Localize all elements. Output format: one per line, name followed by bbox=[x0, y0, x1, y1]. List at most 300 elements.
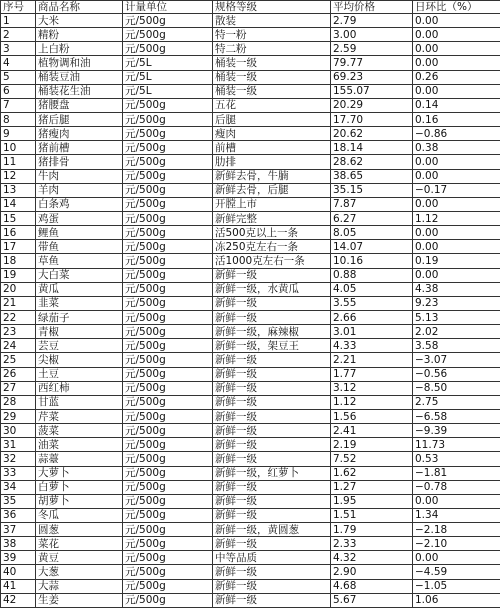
change-cell: 0.00 bbox=[413, 494, 500, 508]
price-cell: 17.70 bbox=[331, 112, 413, 126]
change-cell: −0.78 bbox=[413, 480, 500, 494]
price-cell: 0.88 bbox=[331, 268, 413, 282]
table-row bbox=[1, 56, 500, 70]
change-cell: 0.00 bbox=[413, 56, 500, 70]
price-cell: 8.05 bbox=[331, 226, 413, 240]
table-row bbox=[1, 211, 500, 225]
unit-cell: 元/500g bbox=[123, 537, 213, 551]
grade-cell: 前槽 bbox=[213, 141, 331, 155]
product-cell: 冬瓜 bbox=[36, 508, 123, 522]
price-cell: 1.51 bbox=[331, 508, 413, 522]
unit-cell: 元/500g bbox=[123, 211, 213, 225]
table-row bbox=[1, 310, 500, 324]
grade-cell: 新鲜一级 bbox=[213, 565, 331, 579]
index-cell: 31 bbox=[1, 438, 36, 452]
index-cell: 27 bbox=[1, 381, 36, 395]
index-cell: 34 bbox=[1, 480, 36, 494]
price-cell: 2.19 bbox=[331, 438, 413, 452]
index-cell: 38 bbox=[1, 537, 36, 551]
price-cell: 7.52 bbox=[331, 452, 413, 466]
grade-cell: 后腿 bbox=[213, 112, 331, 126]
unit-cell: 元/500g bbox=[123, 42, 213, 56]
table-row bbox=[1, 409, 500, 423]
table-row bbox=[1, 452, 500, 466]
table-row bbox=[1, 226, 500, 240]
price-cell: 1.62 bbox=[331, 466, 413, 480]
unit-cell: 元/500g bbox=[123, 579, 213, 593]
index-cell: 33 bbox=[1, 466, 36, 480]
price-cell: 1.77 bbox=[331, 367, 413, 381]
product-cell: 上白粉 bbox=[36, 42, 123, 56]
change-cell: 0.19 bbox=[413, 254, 500, 268]
grade-cell: 特二粉 bbox=[213, 42, 331, 56]
product-cell: 胡萝卜 bbox=[36, 494, 123, 508]
index-cell: 24 bbox=[1, 339, 36, 353]
index-cell: 25 bbox=[1, 353, 36, 367]
header-cell-grade: 规格等级 bbox=[213, 1, 331, 14]
grade-cell: 肋排 bbox=[213, 155, 331, 169]
unit-cell: 元/500g bbox=[123, 565, 213, 579]
table-row bbox=[1, 367, 500, 381]
index-cell: 12 bbox=[1, 169, 36, 183]
price-cell: 4.05 bbox=[331, 282, 413, 296]
price-cell: 10.16 bbox=[331, 254, 413, 268]
index-cell: 8 bbox=[1, 112, 36, 126]
table-row bbox=[1, 523, 500, 537]
change-cell: −1.81 bbox=[413, 466, 500, 480]
change-cell: 0.26 bbox=[413, 70, 500, 84]
grade-cell: 新鲜一级 bbox=[213, 268, 331, 282]
change-cell: 3.58 bbox=[413, 339, 500, 353]
index-cell: 11 bbox=[1, 155, 36, 169]
price-cell: 4.32 bbox=[331, 551, 413, 565]
grade-cell: 桶装一级 bbox=[213, 70, 331, 84]
price-cell: 79.77 bbox=[331, 56, 413, 70]
product-cell: 猪排骨 bbox=[36, 155, 123, 169]
index-cell: 30 bbox=[1, 424, 36, 438]
table-row bbox=[1, 353, 500, 367]
unit-cell: 元/500g bbox=[123, 339, 213, 353]
change-cell: 1.06 bbox=[413, 593, 500, 607]
price-cell: 14.07 bbox=[331, 240, 413, 254]
index-cell: 41 bbox=[1, 579, 36, 593]
grade-cell: 新鲜一级 bbox=[213, 537, 331, 551]
table-row bbox=[1, 240, 500, 254]
unit-cell: 元/500g bbox=[123, 127, 213, 141]
table-row bbox=[1, 141, 500, 155]
grade-cell: 新鲜完整 bbox=[213, 211, 331, 225]
index-cell: 5 bbox=[1, 70, 36, 84]
product-cell: 牛肉 bbox=[36, 169, 123, 183]
change-cell: 0.00 bbox=[413, 84, 500, 98]
grade-cell: 散装 bbox=[213, 14, 331, 28]
change-cell: −4.59 bbox=[413, 565, 500, 579]
index-cell: 1 bbox=[1, 14, 36, 28]
header-cell-price: 平均价格 bbox=[331, 1, 413, 14]
grade-cell: 新鲜一级 bbox=[213, 367, 331, 381]
change-cell: 0.00 bbox=[413, 197, 500, 211]
index-cell: 18 bbox=[1, 254, 36, 268]
unit-cell: 元/500g bbox=[123, 112, 213, 126]
unit-cell: 元/500g bbox=[123, 523, 213, 537]
grade-cell: 新鲜一级 bbox=[213, 593, 331, 607]
table-row bbox=[1, 183, 500, 197]
product-cell: 生姜 bbox=[36, 593, 123, 607]
unit-cell: 元/500g bbox=[123, 183, 213, 197]
product-cell: 猪前槽 bbox=[36, 141, 123, 155]
table-row bbox=[1, 28, 500, 42]
unit-cell: 元/500g bbox=[123, 367, 213, 381]
unit-cell: 元/5L bbox=[123, 84, 213, 98]
unit-cell: 元/500g bbox=[123, 395, 213, 409]
table-row bbox=[1, 339, 500, 353]
unit-cell: 元/500g bbox=[123, 310, 213, 324]
price-cell: 155.07 bbox=[331, 84, 413, 98]
index-cell: 29 bbox=[1, 409, 36, 423]
change-cell: 1.12 bbox=[413, 211, 500, 225]
table-row bbox=[1, 70, 500, 84]
price-cell: 2.59 bbox=[331, 42, 413, 56]
price-cell: 2.90 bbox=[331, 565, 413, 579]
grade-cell: 新鲜一级 bbox=[213, 452, 331, 466]
grade-cell: 中等品质 bbox=[213, 551, 331, 565]
index-cell: 26 bbox=[1, 367, 36, 381]
table-row bbox=[1, 268, 500, 282]
table-row bbox=[1, 282, 500, 296]
grade-cell: 新鲜去骨，后腿 bbox=[213, 183, 331, 197]
index-cell: 36 bbox=[1, 508, 36, 522]
grade-cell: 新鲜一级 bbox=[213, 395, 331, 409]
table-row bbox=[1, 155, 500, 169]
product-cell: 大米 bbox=[36, 14, 123, 28]
unit-cell: 元/500g bbox=[123, 296, 213, 310]
unit-cell: 元/500g bbox=[123, 14, 213, 28]
unit-cell: 元/500g bbox=[123, 240, 213, 254]
index-cell: 21 bbox=[1, 296, 36, 310]
unit-cell: 元/500g bbox=[123, 141, 213, 155]
product-cell: 猪腰盘 bbox=[36, 98, 123, 112]
header-cell-unit: 计量单位 bbox=[123, 1, 213, 14]
grade-cell: 新鲜一级，黄圆葱 bbox=[213, 523, 331, 537]
product-cell: 桶装豆油 bbox=[36, 70, 123, 84]
index-cell: 40 bbox=[1, 565, 36, 579]
grade-cell: 新鲜一级 bbox=[213, 424, 331, 438]
price-cell: 6.27 bbox=[331, 211, 413, 225]
change-cell: 0.16 bbox=[413, 112, 500, 126]
unit-cell: 元/500g bbox=[123, 155, 213, 169]
product-cell: 鲤鱼 bbox=[36, 226, 123, 240]
change-cell: −2.10 bbox=[413, 537, 500, 551]
price-cell: 3.01 bbox=[331, 325, 413, 339]
price-cell: 7.87 bbox=[331, 197, 413, 211]
product-cell: 芹菜 bbox=[36, 409, 123, 423]
grade-cell: 新鲜一级 bbox=[213, 480, 331, 494]
price-cell: 4.68 bbox=[331, 579, 413, 593]
table-row bbox=[1, 480, 500, 494]
change-cell: 0.00 bbox=[413, 28, 500, 42]
change-cell: 5.13 bbox=[413, 310, 500, 324]
change-cell: 0.38 bbox=[413, 141, 500, 155]
index-cell: 7 bbox=[1, 98, 36, 112]
table-row bbox=[1, 537, 500, 551]
product-cell: 蒜薹 bbox=[36, 452, 123, 466]
index-cell: 17 bbox=[1, 240, 36, 254]
product-cell: 尖椒 bbox=[36, 353, 123, 367]
change-cell: 0.00 bbox=[413, 14, 500, 28]
change-cell: 0.00 bbox=[413, 551, 500, 565]
product-cell: 植物调和油 bbox=[36, 56, 123, 70]
grade-cell: 活1000克左右一条 bbox=[213, 254, 331, 268]
price-cell: 3.00 bbox=[331, 28, 413, 42]
unit-cell: 元/500g bbox=[123, 226, 213, 240]
unit-cell: 元/500g bbox=[123, 197, 213, 211]
index-cell: 16 bbox=[1, 226, 36, 240]
product-cell: 绿茄子 bbox=[36, 310, 123, 324]
index-cell: 19 bbox=[1, 268, 36, 282]
product-cell: 西红柿 bbox=[36, 381, 123, 395]
table-row bbox=[1, 169, 500, 183]
table-row bbox=[1, 395, 500, 409]
grade-cell: 新鲜一级 bbox=[213, 508, 331, 522]
index-cell: 6 bbox=[1, 84, 36, 98]
product-cell: 大白菜 bbox=[36, 268, 123, 282]
unit-cell: 元/500g bbox=[123, 282, 213, 296]
index-cell: 42 bbox=[1, 593, 36, 607]
grade-cell: 特一粉 bbox=[213, 28, 331, 42]
table-row bbox=[1, 325, 500, 339]
price-cell: 2.41 bbox=[331, 424, 413, 438]
unit-cell: 元/500g bbox=[123, 325, 213, 339]
grade-cell: 新鲜一级 bbox=[213, 494, 331, 508]
table-row bbox=[1, 381, 500, 395]
price-cell: 28.62 bbox=[331, 155, 413, 169]
change-cell: 0.00 bbox=[413, 155, 500, 169]
product-cell: 黄瓜 bbox=[36, 282, 123, 296]
unit-cell: 元/500g bbox=[123, 268, 213, 282]
unit-cell: 元/500g bbox=[123, 452, 213, 466]
product-cell: 桶装花生油 bbox=[36, 84, 123, 98]
change-cell: −1.05 bbox=[413, 579, 500, 593]
grade-cell: 新鲜一级 bbox=[213, 438, 331, 452]
price-cell: 2.66 bbox=[331, 310, 413, 324]
product-cell: 大葱 bbox=[36, 565, 123, 579]
index-cell: 37 bbox=[1, 523, 36, 537]
price-cell: 38.65 bbox=[331, 169, 413, 183]
change-cell: 0.00 bbox=[413, 226, 500, 240]
change-cell: 4.38 bbox=[413, 282, 500, 296]
change-cell: −8.50 bbox=[413, 381, 500, 395]
table-row bbox=[1, 98, 500, 112]
grade-cell: 新鲜一级，架豆王 bbox=[213, 339, 331, 353]
price-cell: 2.33 bbox=[331, 537, 413, 551]
index-cell: 10 bbox=[1, 141, 36, 155]
table-row bbox=[1, 565, 500, 579]
unit-cell: 元/500g bbox=[123, 480, 213, 494]
change-cell: 0.53 bbox=[413, 452, 500, 466]
grade-cell: 新鲜去骨，牛腩 bbox=[213, 169, 331, 183]
unit-cell: 元/500g bbox=[123, 254, 213, 268]
index-cell: 39 bbox=[1, 551, 36, 565]
table-row bbox=[1, 579, 500, 593]
price-cell: 18.14 bbox=[331, 141, 413, 155]
grade-cell: 新鲜一级 bbox=[213, 579, 331, 593]
product-cell: 青椒 bbox=[36, 325, 123, 339]
price-cell: 2.79 bbox=[331, 14, 413, 28]
product-cell: 猪后腿 bbox=[36, 112, 123, 126]
table-body bbox=[1, 14, 500, 608]
table-row bbox=[1, 551, 500, 565]
change-cell: 0.00 bbox=[413, 42, 500, 56]
header-cell-change: 日环比（%） bbox=[413, 1, 500, 14]
price-cell: 1.79 bbox=[331, 523, 413, 537]
table-header bbox=[1, 1, 500, 14]
index-cell: 15 bbox=[1, 211, 36, 225]
change-cell: 0.14 bbox=[413, 98, 500, 112]
header-cell-product: 商品名称 bbox=[36, 1, 123, 14]
change-cell: −3.07 bbox=[413, 353, 500, 367]
grade-cell: 新鲜一级 bbox=[213, 310, 331, 324]
change-cell: 0.00 bbox=[413, 268, 500, 282]
index-cell: 4 bbox=[1, 56, 36, 70]
index-cell: 35 bbox=[1, 494, 36, 508]
change-cell: 1.34 bbox=[413, 508, 500, 522]
grade-cell: 五花 bbox=[213, 98, 331, 112]
change-cell: −6.58 bbox=[413, 409, 500, 423]
product-cell: 菠菜 bbox=[36, 424, 123, 438]
index-cell: 3 bbox=[1, 42, 36, 56]
price-cell: 35.15 bbox=[331, 183, 413, 197]
product-cell: 精粉 bbox=[36, 28, 123, 42]
unit-cell: 元/500g bbox=[123, 551, 213, 565]
unit-cell: 元/500g bbox=[123, 508, 213, 522]
price-cell: 1.27 bbox=[331, 480, 413, 494]
change-cell: 2.75 bbox=[413, 395, 500, 409]
unit-cell: 元/500g bbox=[123, 494, 213, 508]
price-cell: 69.23 bbox=[331, 70, 413, 84]
product-cell: 鸡蛋 bbox=[36, 211, 123, 225]
price-cell: 5.67 bbox=[331, 593, 413, 607]
index-cell: 32 bbox=[1, 452, 36, 466]
product-cell: 羊肉 bbox=[36, 183, 123, 197]
price-cell: 20.29 bbox=[331, 98, 413, 112]
change-cell: −9.39 bbox=[413, 424, 500, 438]
change-cell: −2.18 bbox=[413, 523, 500, 537]
grade-cell: 新鲜一级，水黄瓜 bbox=[213, 282, 331, 296]
change-cell: 2.02 bbox=[413, 325, 500, 339]
table-row bbox=[1, 42, 500, 56]
product-cell: 圆葱 bbox=[36, 523, 123, 537]
grade-cell: 新鲜一级 bbox=[213, 296, 331, 310]
unit-cell: 元/500g bbox=[123, 424, 213, 438]
unit-cell: 元/500g bbox=[123, 28, 213, 42]
index-cell: 2 bbox=[1, 28, 36, 42]
index-cell: 9 bbox=[1, 127, 36, 141]
change-cell: 0.00 bbox=[413, 169, 500, 183]
unit-cell: 元/5L bbox=[123, 56, 213, 70]
table-row bbox=[1, 197, 500, 211]
unit-cell: 元/500g bbox=[123, 466, 213, 480]
change-cell: 0.00 bbox=[413, 240, 500, 254]
grade-cell: 新鲜一级 bbox=[213, 381, 331, 395]
table-row bbox=[1, 438, 500, 452]
product-cell: 韭菜 bbox=[36, 296, 123, 310]
product-cell: 白萝卜 bbox=[36, 480, 123, 494]
unit-cell: 元/500g bbox=[123, 98, 213, 112]
index-cell: 22 bbox=[1, 310, 36, 324]
product-cell: 草鱼 bbox=[36, 254, 123, 268]
product-cell: 大萝卜 bbox=[36, 466, 123, 480]
change-cell: 11.73 bbox=[413, 438, 500, 452]
price-cell: 20.62 bbox=[331, 127, 413, 141]
price-cell: 2.21 bbox=[331, 353, 413, 367]
unit-cell: 元/500g bbox=[123, 381, 213, 395]
grade-cell: 新鲜一级 bbox=[213, 353, 331, 367]
product-cell: 菜花 bbox=[36, 537, 123, 551]
grade-cell: 新鲜一级 bbox=[213, 409, 331, 423]
grade-cell: 冻250克左右一条 bbox=[213, 240, 331, 254]
price-cell: 3.12 bbox=[331, 381, 413, 395]
unit-cell: 元/500g bbox=[123, 353, 213, 367]
unit-cell: 元/500g bbox=[123, 593, 213, 607]
change-cell: −0.86 bbox=[413, 127, 500, 141]
grade-cell: 瘦肉 bbox=[213, 127, 331, 141]
product-cell: 甘蓝 bbox=[36, 395, 123, 409]
product-cell: 大蒜 bbox=[36, 579, 123, 593]
price-cell: 4.33 bbox=[331, 339, 413, 353]
grade-cell: 新鲜一级，红萝卜 bbox=[213, 466, 331, 480]
change-cell: −0.17 bbox=[413, 183, 500, 197]
table-row bbox=[1, 424, 500, 438]
change-cell: 9.23 bbox=[413, 296, 500, 310]
table-row bbox=[1, 254, 500, 268]
index-cell: 20 bbox=[1, 282, 36, 296]
product-cell: 土豆 bbox=[36, 367, 123, 381]
unit-cell: 元/500g bbox=[123, 169, 213, 183]
price-cell: 1.95 bbox=[331, 494, 413, 508]
table-row bbox=[1, 127, 500, 141]
product-cell: 芸豆 bbox=[36, 339, 123, 353]
index-cell: 28 bbox=[1, 395, 36, 409]
product-cell: 油菜 bbox=[36, 438, 123, 452]
unit-cell: 元/5L bbox=[123, 70, 213, 84]
table-row bbox=[1, 494, 500, 508]
product-cell: 黄豆 bbox=[36, 551, 123, 565]
price-cell: 1.56 bbox=[331, 409, 413, 423]
table-row bbox=[1, 466, 500, 480]
grade-cell: 桶装一级 bbox=[213, 84, 331, 98]
index-cell: 13 bbox=[1, 183, 36, 197]
unit-cell: 元/500g bbox=[123, 409, 213, 423]
table-row bbox=[1, 14, 500, 28]
index-cell: 23 bbox=[1, 325, 36, 339]
product-cell: 带鱼 bbox=[36, 240, 123, 254]
product-cell: 猪瘦肉 bbox=[36, 127, 123, 141]
table-row bbox=[1, 508, 500, 522]
product-cell: 白条鸡 bbox=[36, 197, 123, 211]
price-cell: 3.55 bbox=[331, 296, 413, 310]
grade-cell: 开膛上市 bbox=[213, 197, 331, 211]
header-row bbox=[1, 1, 500, 14]
header-cell-index: 序号 bbox=[1, 1, 36, 14]
index-cell: 14 bbox=[1, 197, 36, 211]
price-cell: 1.12 bbox=[331, 395, 413, 409]
grade-cell: 活500克以上一条 bbox=[213, 226, 331, 240]
grade-cell: 桶装一级 bbox=[213, 56, 331, 70]
grade-cell: 新鲜一级，麻辣椒 bbox=[213, 325, 331, 339]
unit-cell: 元/500g bbox=[123, 438, 213, 452]
table-row bbox=[1, 112, 500, 126]
table-row bbox=[1, 84, 500, 98]
